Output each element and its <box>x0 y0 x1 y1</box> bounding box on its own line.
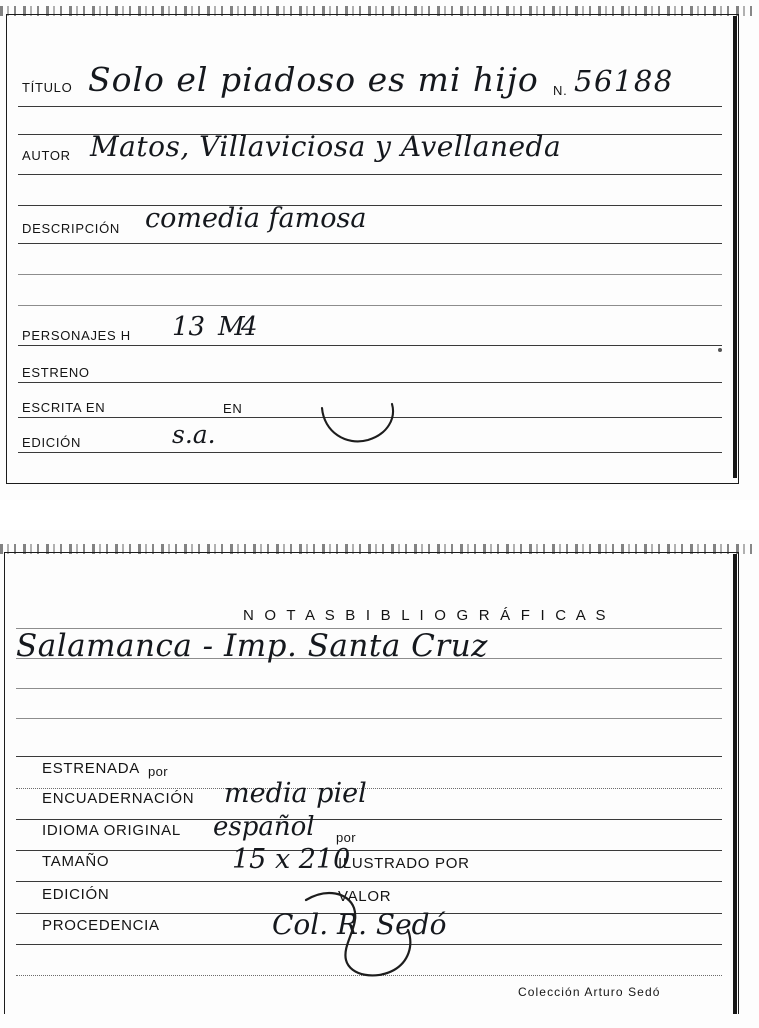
back-rule-9 <box>16 881 722 882</box>
label-titulo: TÍTULO <box>22 80 73 95</box>
label-edicion-back: EDICIÓN <box>42 886 110 903</box>
value-numero: 56188 <box>574 64 674 98</box>
back-rule-8 <box>16 850 722 851</box>
label-encuadernacion: ENCUADERNACIÓN <box>42 790 195 807</box>
ink-flourish-back <box>296 886 446 986</box>
back-rule-6 <box>16 788 722 789</box>
label-personajes-h: PERSONAJES H <box>22 328 131 343</box>
label-descripcion: DESCRIPCIÓN <box>22 221 120 236</box>
label-estrenada: ESTRENADA <box>42 760 140 777</box>
section-title-notas-bibliograficas: N O T A S B I B L I O G R Á F I C A S <box>243 607 609 624</box>
card-front-right-edge <box>733 16 737 478</box>
label-idioma-original: IDIOMA ORIGINAL <box>42 822 181 839</box>
label-personajes-m: M <box>218 312 245 342</box>
value-encuadernacion: media piel <box>224 778 367 809</box>
back-rule-5 <box>16 756 722 757</box>
rule-9 <box>18 382 722 383</box>
ink-scribble-front <box>318 398 408 450</box>
label-estreno: ESTRENO <box>22 365 90 380</box>
value-descripcion: comedia famosa <box>145 203 367 234</box>
value-tamano: 15 x 210 <box>232 844 351 875</box>
value-personajes-m: 4 <box>241 312 258 342</box>
value-titulo: Solo el piadoso es mi hijo <box>88 60 539 99</box>
value-procedencia: Col. R. Sedó <box>272 908 447 941</box>
rule-1 <box>18 106 722 107</box>
back-rule-7 <box>16 819 722 820</box>
label-ilustrado-por: ILUSTRADO POR <box>338 855 470 872</box>
label-autor: AUTOR <box>22 148 71 163</box>
label-escrita-en-2: EN <box>223 401 243 416</box>
catalog-card-front <box>0 0 759 500</box>
rule-7 <box>18 305 722 306</box>
rule-11 <box>18 452 722 453</box>
catalog-card-back <box>0 530 759 1028</box>
value-edicion: s.a. <box>172 420 216 449</box>
ink-speck-1 <box>718 348 722 352</box>
label-edicion: EDICIÓN <box>22 435 82 450</box>
rule-8 <box>18 345 722 346</box>
back-rule-3 <box>16 688 722 689</box>
label-numero: N. <box>553 83 568 98</box>
rule-4 <box>18 205 722 206</box>
label-valor: VALOR <box>338 888 392 905</box>
label-procedencia: PROCEDENCIA <box>42 917 160 934</box>
label-estrenada-por: por <box>148 764 168 779</box>
collection-credit: Colección Arturo Sedó <box>518 985 661 999</box>
back-rule-4 <box>16 718 722 719</box>
label-escrita-en: ESCRITA EN <box>22 400 106 415</box>
value-idioma-original: español <box>213 812 315 842</box>
label-idioma-por: por <box>336 830 356 845</box>
value-autor: Matos, Villaviciosa y Avellaneda <box>90 130 562 163</box>
label-tamano: TAMAÑO <box>42 853 110 870</box>
value-personajes-h: 13 <box>172 312 206 342</box>
rule-3 <box>18 174 722 175</box>
card-back-right-edge <box>733 554 737 1014</box>
value-notas: Salamanca - Imp. Santa Cruz <box>16 628 488 664</box>
rule-6 <box>18 274 722 275</box>
rule-5 <box>18 243 722 244</box>
